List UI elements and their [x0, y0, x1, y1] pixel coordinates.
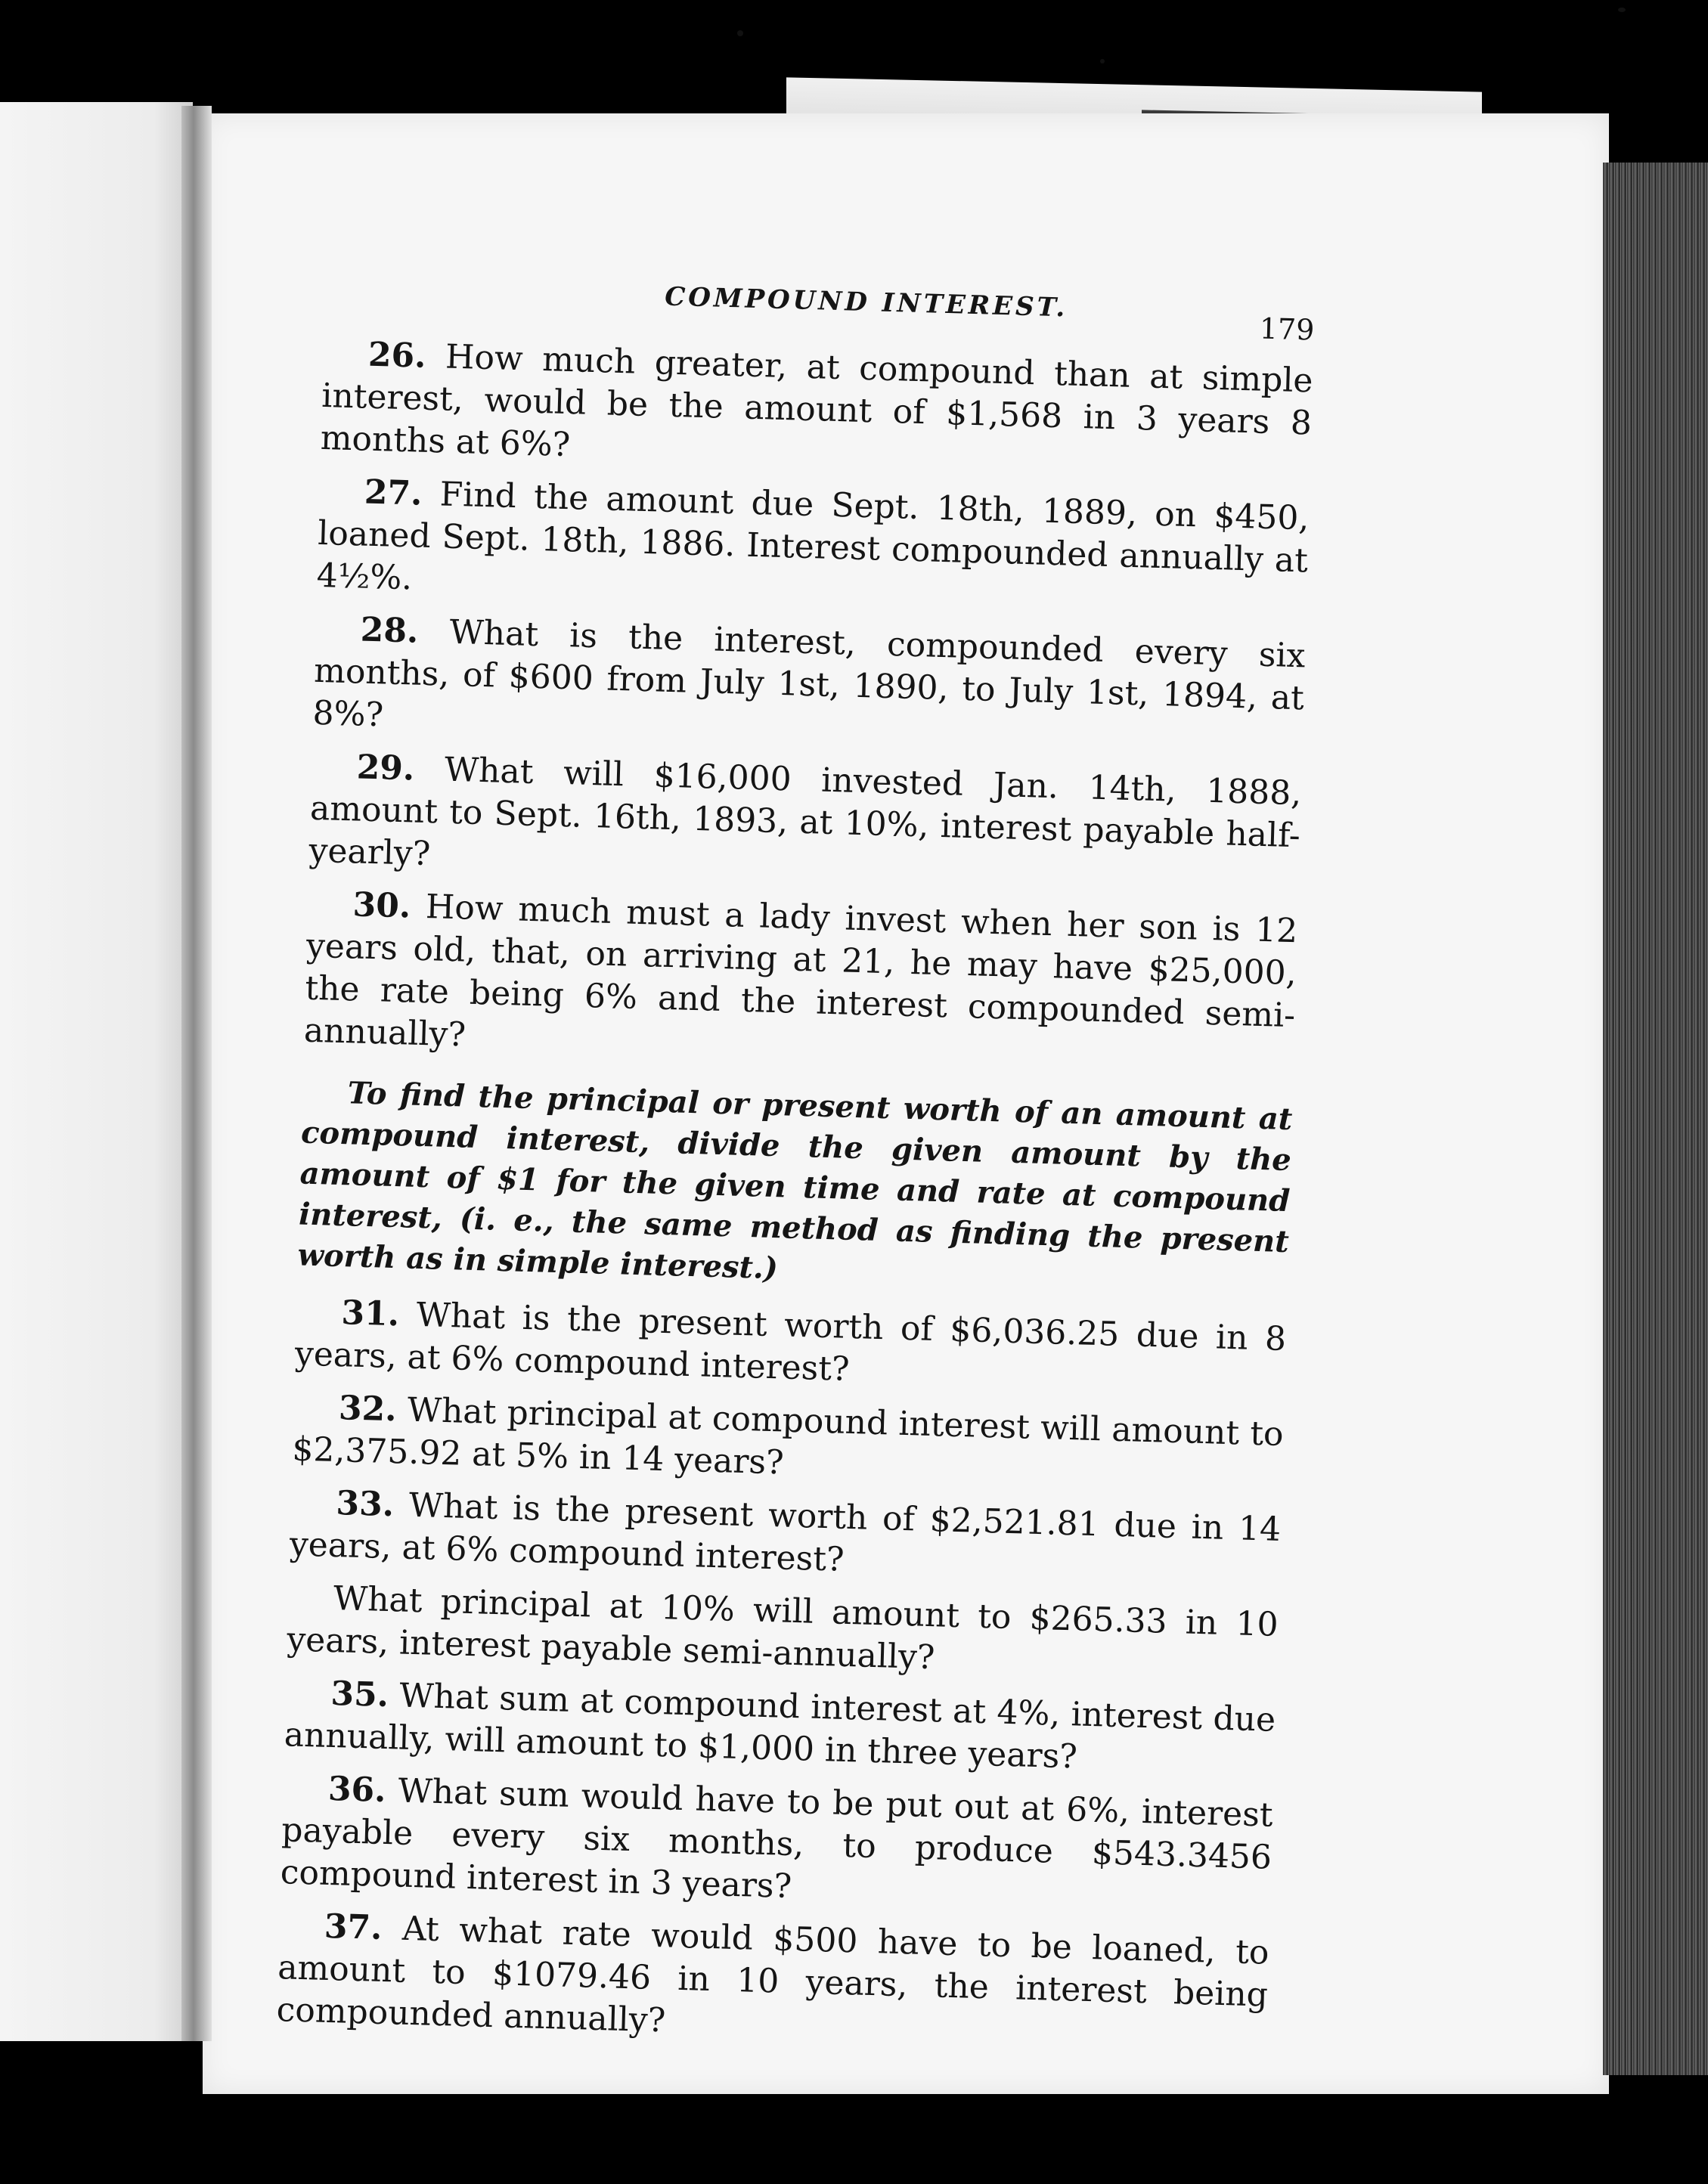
dust-speck — [1100, 59, 1105, 64]
problem-33: 33. What is the present worth of $2,521.81 due in 14 years, at 6% compound interest? — [289, 1484, 1282, 1579]
problem-26: 26. How much greater, at compound than at simple interest, would be the amount of $1,568 in 3 years 8 months at 6%? — [320, 335, 1314, 465]
problem-28: 28. What is the interest, compounded every six months, of $600 from July 1st, 1890, to July 1st, 1894, at 8%? — [312, 610, 1307, 735]
problem-30: 30. How much must a lady invest when her son is 12 years old, that, on arriving at 21, he may have $25,000, the rate being 6% and the interest compounded semi-annually? — [303, 885, 1298, 1055]
left-facing-page — [0, 102, 193, 2041]
present-worth-rule: To find the principal or present worth of an amount at compound interest, divide the given amount by the amount of $1 for the given time and rate at compound interest, (i. e., the same method as finding the present worth as in simple interest.) — [297, 1075, 1293, 1287]
page-text-block — [276, 272, 1316, 2070]
book-gutter — [181, 106, 212, 2041]
problem-34: What principal at 10% will amount to $265.33 in 10 years, interest payable semi-annually? — [286, 1579, 1279, 1677]
problem-27: 27. Find the amount due Sept. 18th, 1889, on $450, loaned Sept. 18th, 1886. Interest compounded annually at 4½%. — [316, 472, 1310, 598]
dust-speck — [737, 30, 743, 36]
running-title: COMPOUND INTEREST. — [664, 281, 1068, 324]
problem-29: 29. What will $16,000 invested Jan. 14th, 1888, amount to Sept. 16th, 1893, at 10%, interest payable half-yearly? — [308, 748, 1302, 874]
problem-37: 37. At what rate would $500 have to be loaned, to amount to $1079.46 in 10 years, the interest being compounded annually? — [276, 1907, 1270, 2040]
problem-35: 35. What sum at compound interest at 4%, interest due annually, will amount to $1,000 in three years? — [284, 1674, 1276, 1777]
dust-speck — [1618, 8, 1626, 12]
problem-32: 32. What principal at compound interest will amount to $2,375.92 at 5% in 14 years? — [291, 1389, 1285, 1482]
problem-36: 36. What sum would have to be put out at 6%, interest payable every six months, to produce $543.3456 compound interest in 3 years? — [280, 1769, 1274, 1907]
page-number: 179 — [1259, 311, 1315, 347]
problem-31: 31. What is the present worth of $6,036.25 due in 8 years, at 6% compound interest? — [294, 1293, 1287, 1389]
page-edges — [1603, 163, 1708, 2075]
